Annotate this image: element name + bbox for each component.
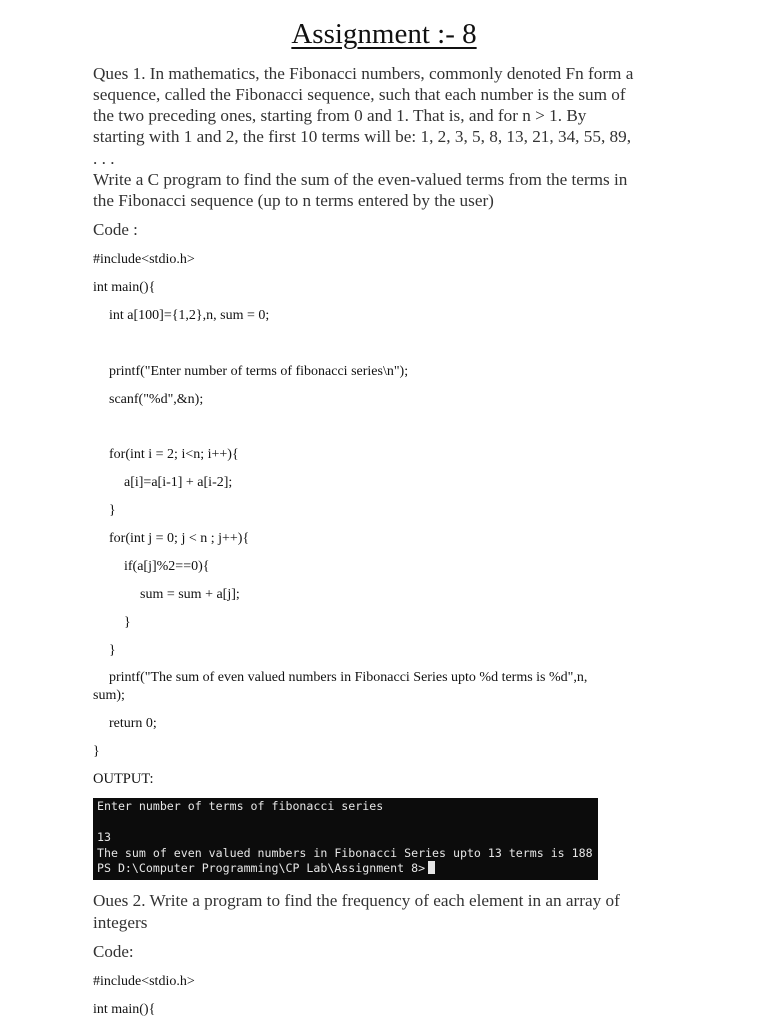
q2-code-label: Code:	[93, 942, 134, 961]
code-line: if(a[j]%2==0){	[124, 559, 210, 574]
code-line: }	[124, 615, 131, 630]
code-line: sum);	[93, 688, 125, 703]
code-line: int a[100]={1,2},n, sum = 0;	[109, 308, 270, 323]
q1-line: Write a C program to find the sum of the even-valued terms from the terms in	[93, 170, 628, 189]
page-title: Assignment :- 8	[291, 18, 477, 50]
q2-line: integers	[93, 913, 148, 932]
code-line: scanf("%d",&n);	[109, 392, 204, 407]
q1-line: Ques 1. In mathematics, the Fibonacci numbers, commonly denoted Fn form a	[93, 64, 634, 83]
output-label: OUTPUT:	[93, 771, 154, 787]
code-line: return 0;	[109, 716, 157, 731]
code-line: }	[109, 643, 116, 658]
q1-line: starting with 1 and 2, the first 10 terms will be: 1, 2, 3, 5, 8, 13, 21, 34, 55, 89,	[93, 127, 632, 146]
terminal-line: 13	[97, 830, 111, 844]
terminal-prompt: PS D:\Computer Programming\CP Lab\Assignment 8>	[97, 861, 426, 875]
code-line: int main(){	[93, 280, 156, 295]
code-line: }	[93, 744, 100, 759]
q1-line: the two preceding ones, starting from 0 and 1. That is, and for n > 1. By	[93, 106, 587, 125]
cursor-icon	[428, 861, 435, 874]
code-line: for(int i = 2; i<n; i++){	[109, 447, 239, 462]
terminal-line: Enter number of terms of fibonacci series	[97, 799, 384, 813]
code-line: }	[109, 503, 116, 518]
code-line: for(int j = 0; j < n ; j++){	[109, 531, 250, 546]
q2-line: Oues 2. Write a program to find the frequency of each element in an array of	[93, 891, 620, 910]
code-line: printf("The sum of even valued numbers in Fibonacci Series upto %d terms is %d",n,	[109, 670, 588, 685]
q1-code-label: Code :	[93, 220, 138, 239]
terminal-line: The sum of even valued numbers in Fibonacci Series upto 13 terms is 188	[97, 846, 593, 860]
terminal-prompt-line	[97, 861, 435, 877]
q1-line: sequence, called the Fibonacci sequence, such that each number is the sum of	[93, 85, 626, 104]
q1-line: . . .	[93, 149, 115, 168]
code-line: printf("Enter number of terms of fibonacci series\n");	[109, 364, 409, 379]
q1-line: the Fibonacci sequence (up to n terms entered by the user)	[93, 191, 494, 210]
code-line: a[i]=a[i-1] + a[i-2];	[124, 475, 233, 490]
code-line: sum = sum + a[j];	[140, 587, 240, 602]
terminal-output	[93, 798, 598, 880]
code-line: int main(){	[93, 1002, 156, 1017]
code-line: #include<stdio.h>	[93, 974, 195, 989]
code-line: #include<stdio.h>	[93, 252, 195, 267]
